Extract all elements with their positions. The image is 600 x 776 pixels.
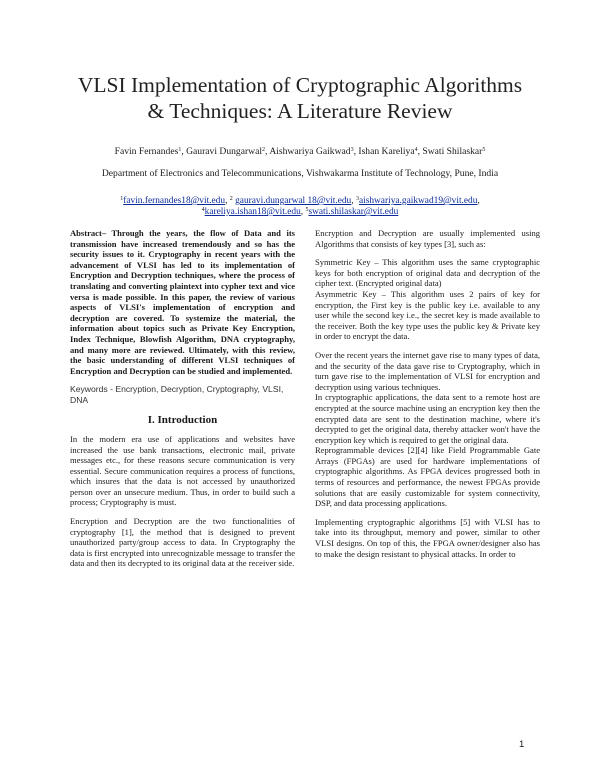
email-list: $^1$favin.fernandes18@vit.edu, $^2$ gauravi.dungarwal 18@vit.edu, $^3$aishwariya.gaikwad19@vit.edu, $^4$kareliya.ishan18@vit.edu, $^5$swati.shilaskar@vit.edu [120, 196, 480, 217]
left-column [70, 228, 295, 577]
intro-paragraph-1: In the modern era use of applications and websites have increased the use bank transactions, electronic mail, private messages etc., for these reasons secure communication is very essential. Secure communication requires a process of functions, which insures that the data is not accessed by unauthorized person over an unsecure medium. Thus, in order to build such a process; Cryptography is must. [70, 433, 295, 508]
paragraph-internet-security: Over the recent years the internet gave rise to many types of data, and the security of the data gave rise to Cryptography, which in turn gave rise to the implementation of VLSI for encryption and decryption using various techniques. [315, 349, 540, 392]
paragraph-implementing: Implementing cryptographic algorithms [5] with VLSI has to take into its throughput, memory and power, similar to other VLSI designs. On top of this, the FPGA owner/designer also has to make the design resistant to physical attacks. In order to [315, 516, 540, 559]
keywords: Keywords - Encryption, Decryption, Cryptography, VLSI, DNA [70, 384, 284, 406]
affiliation: Department of Electronics and Telecommunications, Vishwakarma Institute of Technology, Pune, India [101, 168, 499, 179]
author-4: Ishan Kareliya$^4$, [358, 146, 423, 157]
key-types-intro: Encryption and Decryption are usually implemented using Algorithms that consists of key types [3], such as: [315, 228, 540, 249]
asymmetric-key-text: Asymmetric Key – This algorithm uses 2 pairs of key for encryption, the First key is the public key i.e. available to any user while the second key i.e., the secret key is made available to the receiver. Both the key type uses the public key & Private key in order to encrypt the data. [315, 288, 540, 342]
author-list [40, 146, 560, 158]
right-column [315, 228, 540, 567]
paragraph-fpga: Reprogrammable devices [2][4] like Field Programmable Gate Arrays (FPGAs) are used for hardware implementations of cryptographic algorithms. As FPGA devices progressed both in terms of resources and performance, the newest FPGAs provide solutions that are easily customizable for system connectivity, DSP, and data processing applications. [315, 445, 540, 509]
section-heading-introduction: I. Introduction [147, 414, 218, 427]
title-line-1: VLSI Implementation of Cryptographic Algorithms [77, 73, 523, 97]
email-link-1[interactable]: favin.fernandes18@vit.edu [123, 196, 226, 206]
page-number: 1 [519, 739, 525, 750]
intro-paragraph-2: Encryption and Decryption are the two functionalities of cryptography [1], the method that is designed to prevent unauthorized party/group access to data. In Cryptography the data is first encrypted into unrecognizable message to transfer the data and then its decrypted to its original data at the receiver side. [70, 516, 295, 569]
author-2: Gauravi Dungarwal$^2$, [186, 146, 270, 157]
email-link-2[interactable]: gauravi.dungarwal 18@vit.edu [235, 196, 352, 206]
author-3: Aishwariya Gaikwad$^3$, [269, 146, 359, 157]
abstract [70, 228, 295, 376]
author-1: Favin Fernandes$^1$, [114, 146, 187, 157]
email-link-5[interactable]: swati.shilaskar@vit.edu [308, 207, 399, 217]
symmetric-key-text: Symmetric Key – This algorithm uses the same cryptographic keys for both encryption of original data and decryption of the cipher text. (Encrypted original data) [315, 257, 540, 289]
author-5: Swati Shilaskar$^5$ [422, 146, 486, 157]
paper-title [40, 72, 560, 124]
abstract-label: Abstract [70, 228, 102, 238]
abstract-text: – Through the years, the flow of Data and its transmission have increased tremendously and so has the security issues to it. Cryptography in recent years with the advancement of VLSI has led to its implementation of Encryption and Decryption techniques, where the process of translating and converting plaintext into cypher text and vice versa is made possible. In this paper, the review of various aspects of VLSI's implementation of encryption and decryption are covered. To systemize the material, the information about topics such as Private Key Encryption, Index Technique, Blowfish Algorithm, DNA cryptography, and many more are reviewed. Ultimately, with this review, the basic understanding of different VLSI techniques of Encryption and Decryption can be studied and implemented. [70, 228, 295, 376]
title-line-2: & Techniques: A Literature Review [147, 99, 453, 123]
email-link-3[interactable]: aishwariya.gaikwad19@vit.edu [358, 196, 478, 206]
email-link-4[interactable]: kareliya.ishan18@vit.edu [204, 207, 301, 217]
paragraph-cryptographic-applications: In cryptographic applications, the data sent to a remote host are encrypted at the source machine using an encryption key then the encrypted data are sent to the destination machine, where it's decrypted to get the original data, thereby attacker won't have the encryption key which is required to get the original data. [315, 392, 540, 445]
